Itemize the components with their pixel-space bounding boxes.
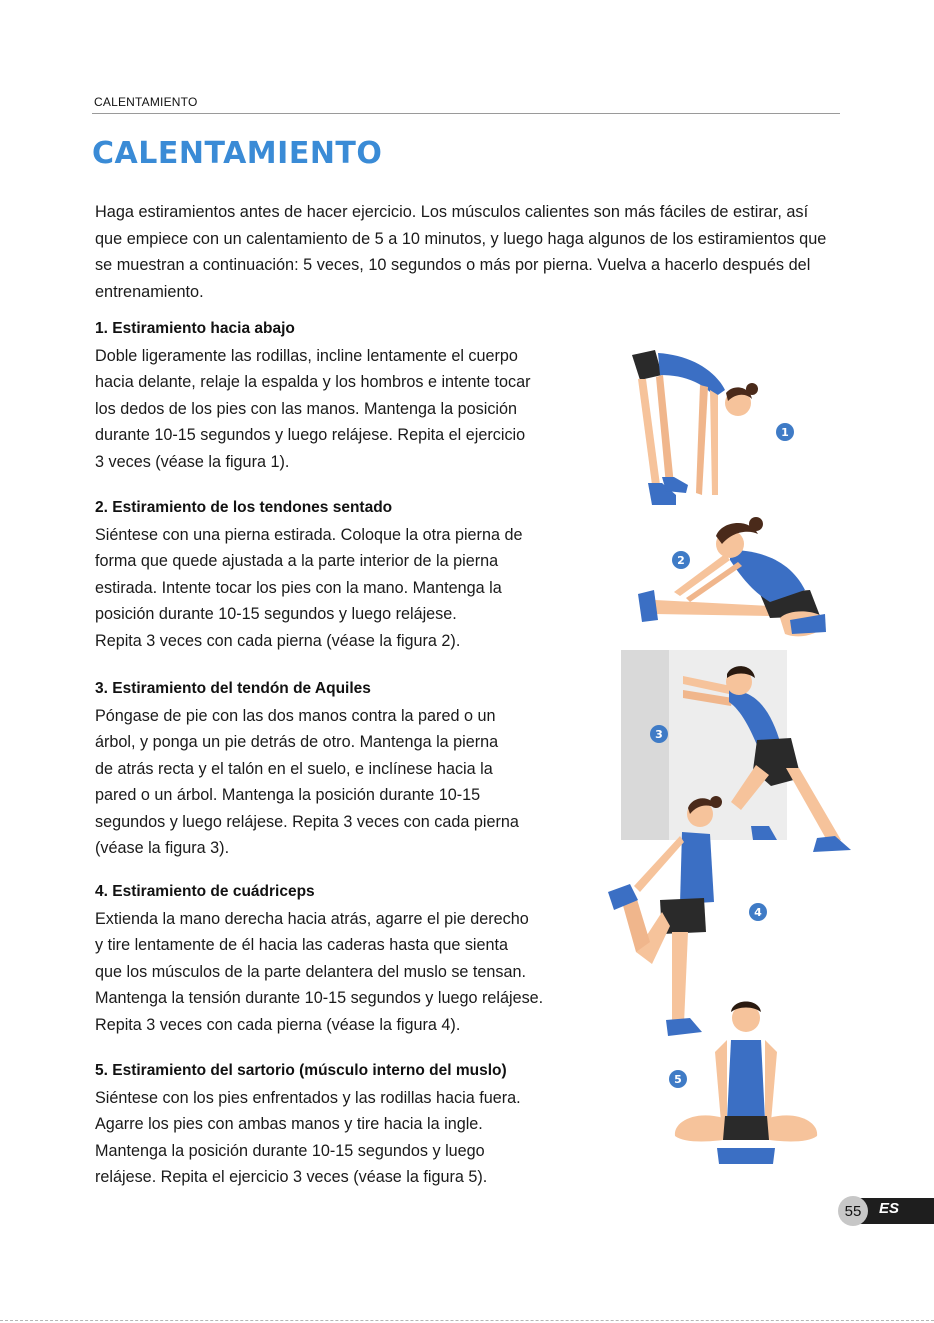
- page-bottom-dashed-line: [0, 1320, 934, 1321]
- section-text: [95, 1085, 605, 1191]
- running-header: CALENTAMIENTO: [94, 95, 198, 109]
- text-line: Extienda la mano derecha hacia atrás, agarre el pie derecho: [95, 910, 529, 928]
- text-line: los dedos de los pies con las manos. Mantenga la posición: [95, 399, 518, 418]
- text-line: Repita 3 veces con cada pierna (véase la figura 2).: [95, 631, 461, 650]
- section-text: [95, 703, 605, 861]
- section-heading: 1. Estiramiento hacia abajo: [95, 320, 295, 337]
- text-line: y tire lentamente de él hacia las caderas hasta que sienta: [95, 936, 509, 955]
- section-quadriceps: [95, 882, 605, 1038]
- text-line: durante 10-15 segundos y luego relájese. Repita el ejercicio: [95, 426, 526, 445]
- page-number: 55: [838, 1196, 868, 1226]
- figure-number-badge: 2: [672, 551, 690, 569]
- section-heading: 2. Estiramiento de los tendones sentado: [95, 499, 393, 516]
- page-title: CALENTAMIENTO: [92, 136, 383, 171]
- section-heading: 3. Estiramiento del tendón de Aquiles: [95, 680, 371, 697]
- text-line: Póngase de pie con las dos manos contra la pared o un: [95, 707, 496, 725]
- text-line: Agarre los pies con ambas manos y tire hacia la ingle.: [95, 1115, 483, 1134]
- text-line: relájese. Repita el ejercicio 3 veces (véase la figura 5).: [95, 1168, 488, 1187]
- section-text: [95, 906, 605, 1038]
- figure-number-badge: 4: [749, 903, 767, 921]
- text-line: pared o un árbol. Mantenga la posición durante 10-15: [95, 786, 481, 805]
- text-line: Mantenga la posición durante 10-15 segundos y luego: [95, 1141, 485, 1160]
- section-text: [95, 522, 605, 654]
- text-line: segundos y luego relájese. Repita 3 veces con cada pierna: [95, 812, 519, 831]
- language-label: ES: [879, 1200, 900, 1217]
- text-line: Repita 3 veces con cada pierna (véase la figura 4).: [95, 1015, 461, 1034]
- section-achilles: [95, 679, 605, 861]
- text-line: (véase la figura 3).: [95, 839, 230, 858]
- section-sartorius: [95, 1061, 605, 1191]
- section-seated-hamstring: [95, 498, 605, 654]
- figure-1-forward-bend: [600, 335, 800, 515]
- figure-2-seated-hamstring: [630, 510, 855, 650]
- text-line: estirada. Intente tocar los pies con la mano. Mantenga la: [95, 578, 502, 597]
- text-line: Mantenga la tensión durante 10-15 segundos y luego relájese.: [95, 989, 544, 1008]
- intro-paragraph: Haga estiramientos antes de hacer ejercicio. Los músculos calientes son más fáciles de estirar, así que empiece con un calentamiento de 5 a 10 minutos, y luego haga algunos de los estiramientos que se muestran a continuación: 5 veces, 10 segundos o más por pierna. Vuelva a hacerlo después del entrenamiento.: [95, 203, 827, 302]
- header-divider: [92, 113, 840, 114]
- text-line: posición durante 10-15 segundos y luego relájese.: [95, 605, 457, 624]
- figure-number-badge: 5: [669, 1070, 687, 1088]
- text-line: Doble ligeramente las rodillas, incline lentamente el cuerpo: [95, 347, 518, 365]
- section-text: [95, 343, 605, 475]
- text-line: Siéntese con una pierna estirada. Coloque la otra pierna de: [95, 526, 523, 544]
- section-heading: 5. Estiramiento del sartorio (músculo interno del muslo): [95, 1062, 507, 1079]
- forward-bend-illustration: [600, 335, 800, 515]
- text-line: árbol, y ponga un pie detrás de otro. Mantenga la pierna: [95, 733, 499, 752]
- text-line: de atrás recta y el talón en el suelo, e inclínese hacia la: [95, 759, 493, 778]
- text-line: Siéntese con los pies enfrentados y las rodillas hacia fuera.: [95, 1089, 521, 1107]
- section-heading: 4. Estiramiento de cuádriceps: [95, 883, 315, 900]
- section-downward-stretch: [95, 319, 605, 475]
- text-line: hacia delante, relaje la espalda y los hombros e intente tocar: [95, 373, 531, 392]
- figure-number-badge: 1: [776, 423, 794, 441]
- figure-5-butterfly: [665, 992, 825, 1170]
- butterfly-illustration: [665, 992, 825, 1170]
- figure-number-badge: 3: [650, 725, 668, 743]
- seated-hamstring-illustration: [630, 510, 855, 650]
- text-line: que los músculos de la parte delantera del muslo se tensan.: [95, 962, 527, 981]
- text-line: forma que quede ajustada a la parte interior de la pierna: [95, 552, 499, 571]
- text-line: 3 veces (véase la figura 1).: [95, 452, 290, 471]
